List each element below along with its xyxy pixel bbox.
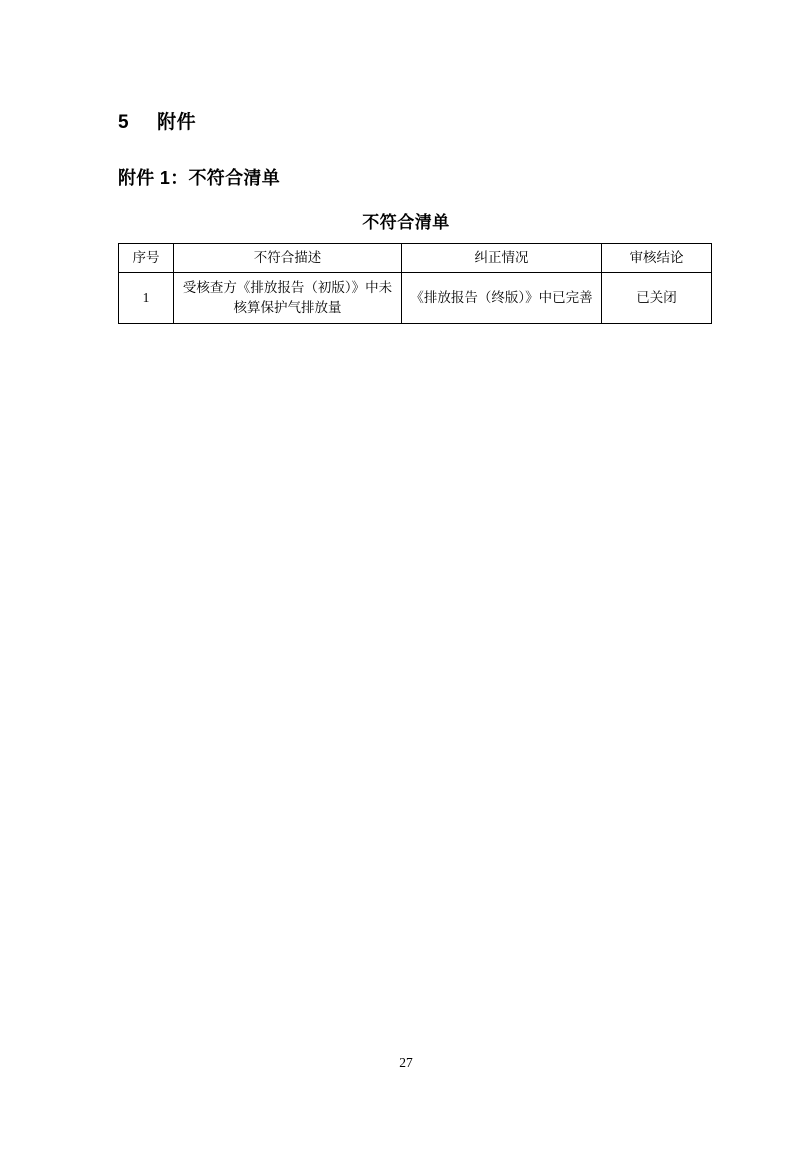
subsection-heading: 附件 1：不符合清单 xyxy=(118,168,281,188)
column-header-correction: 纠正情况 xyxy=(402,244,602,273)
nonconformity-table xyxy=(118,243,712,324)
cell-description: 受核查方《排放报告（初版）》中未核算保护气排放量 xyxy=(174,273,402,324)
table-header-row xyxy=(119,244,712,273)
page-number: 27 xyxy=(399,1055,413,1070)
column-header-description: 不符合描述 xyxy=(174,244,402,273)
column-header-conclusion: 审核结论 xyxy=(602,244,712,273)
cell-no: 1 xyxy=(119,273,174,324)
section-title: 附件 xyxy=(157,112,197,133)
page-title xyxy=(118,107,196,134)
section-number: 5 xyxy=(118,112,130,133)
column-header-no: 序号 xyxy=(119,244,174,273)
table-row xyxy=(119,273,712,324)
cell-correction: 《排放报告（终版）》中已完善 xyxy=(402,273,602,324)
table-caption: 不符合清单 xyxy=(362,213,450,232)
cell-conclusion: 已关闭 xyxy=(602,273,712,324)
